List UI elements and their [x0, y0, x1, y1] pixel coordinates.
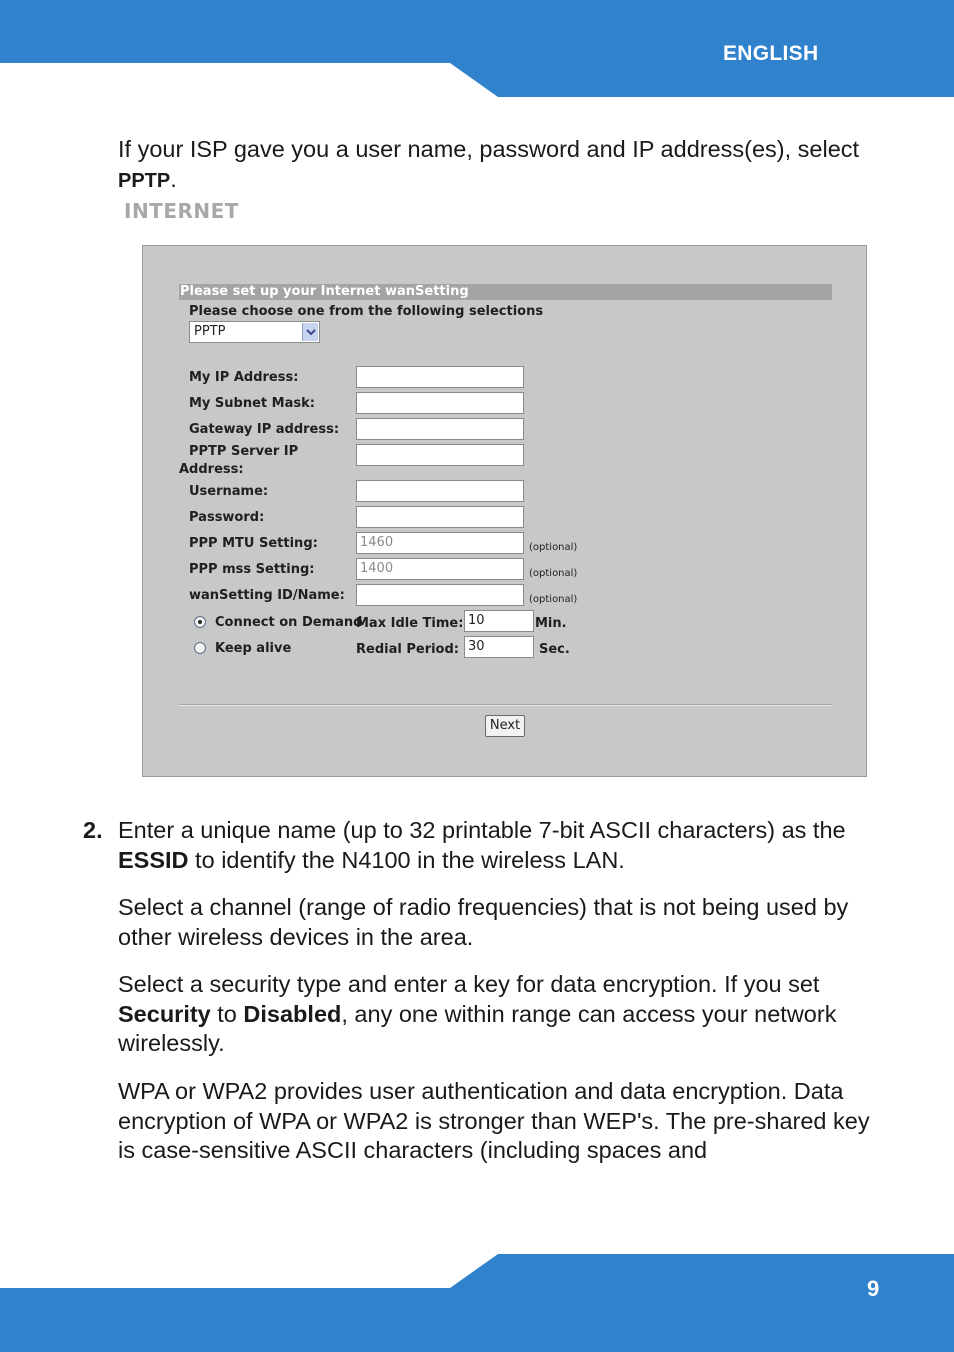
wan-id-optional-note: (optional) — [529, 594, 578, 605]
pptp-setup-panel — [142, 245, 867, 777]
step2-paragraph-2: Select a channel (range of radio frequencies) that is not being used by other wireless devices in the area. — [118, 894, 849, 950]
page-number: 9 — [867, 1276, 880, 1301]
wan-id-label: wanSetting ID/Name: — [189, 588, 345, 603]
chevron-down-icon — [302, 323, 318, 341]
keep-alive-label: Keep alive — [215, 641, 292, 656]
mss-input[interactable]: 1400 — [356, 558, 524, 580]
connection-type-value: PPTP — [194, 324, 226, 339]
gateway-input[interactable] — [356, 418, 524, 440]
mtu-input[interactable]: 1460 — [356, 532, 524, 554]
min-unit-label: Min. — [535, 616, 567, 631]
mss-optional-note: (optional) — [529, 568, 578, 579]
redial-label: Redial Period: — [356, 642, 459, 657]
subnet-input[interactable] — [356, 392, 524, 414]
username-input[interactable] — [356, 480, 524, 502]
panel-title-bar: Please set up your Internet wanSetting — [179, 284, 832, 300]
mtu-optional-note: (optional) — [529, 542, 578, 553]
step2-paragraph-4: WPA or WPA2 provides user authentication and data encryption. Data encryption of WPA or WPA2 is stronger than WEP's. The pre-shared key is case-sensitive ASCII characters (including spaces and — [118, 1078, 870, 1163]
choose-label: Please choose one from the following selections — [189, 304, 544, 319]
server-ip-label-line1: PPTP Server IP — [189, 444, 299, 459]
mss-label: PPP mss Setting: — [189, 562, 315, 577]
password-input[interactable] — [356, 506, 524, 528]
panel-divider — [179, 704, 832, 706]
max-idle-input[interactable]: 10 — [464, 610, 534, 632]
gateway-label: Gateway IP address: — [189, 422, 340, 437]
wan-id-input[interactable] — [356, 584, 524, 606]
footer-band — [0, 1254, 954, 1352]
server-ip-label-line2: Address: — [179, 462, 244, 477]
server-ip-input[interactable] — [356, 444, 524, 466]
intro-paragraph: If your ISP gave you a user name, password and IP address(es), select PPTP. — [118, 136, 860, 192]
username-label: Username: — [189, 484, 269, 499]
connect-on-demand-label: Connect on Demand — [215, 615, 363, 630]
step-number: 2. — [83, 817, 103, 843]
mtu-label: PPP MTU Setting: — [189, 536, 318, 551]
my-ip-label: My IP Address: — [189, 370, 299, 385]
my-ip-input[interactable] — [356, 366, 524, 388]
language-label: ENGLISH — [723, 42, 819, 65]
subnet-label: My Subnet Mask: — [189, 396, 315, 411]
connect-on-demand-radio[interactable] — [194, 616, 206, 628]
step2-paragraph-3: Select a security type and enter a key for data encryption. If you set Security to Disabled, any one within range can access your network wirelessly. — [118, 971, 837, 1056]
step2-paragraph-1: Enter a unique name (up to 32 printable 7-bit ASCII characters) as the ESSID to identify the N4100 in the wireless LAN. — [118, 817, 846, 873]
keep-alive-radio[interactable] — [194, 642, 206, 654]
password-label: Password: — [189, 510, 265, 525]
next-button[interactable]: Next — [485, 715, 525, 737]
connection-type-select[interactable] — [189, 321, 320, 343]
sec-unit-label: Sec. — [539, 642, 570, 657]
max-idle-label: Max Idle Time: — [356, 616, 464, 631]
internet-heading: INTERNET — [124, 199, 239, 223]
redial-input[interactable]: 30 — [464, 636, 534, 658]
